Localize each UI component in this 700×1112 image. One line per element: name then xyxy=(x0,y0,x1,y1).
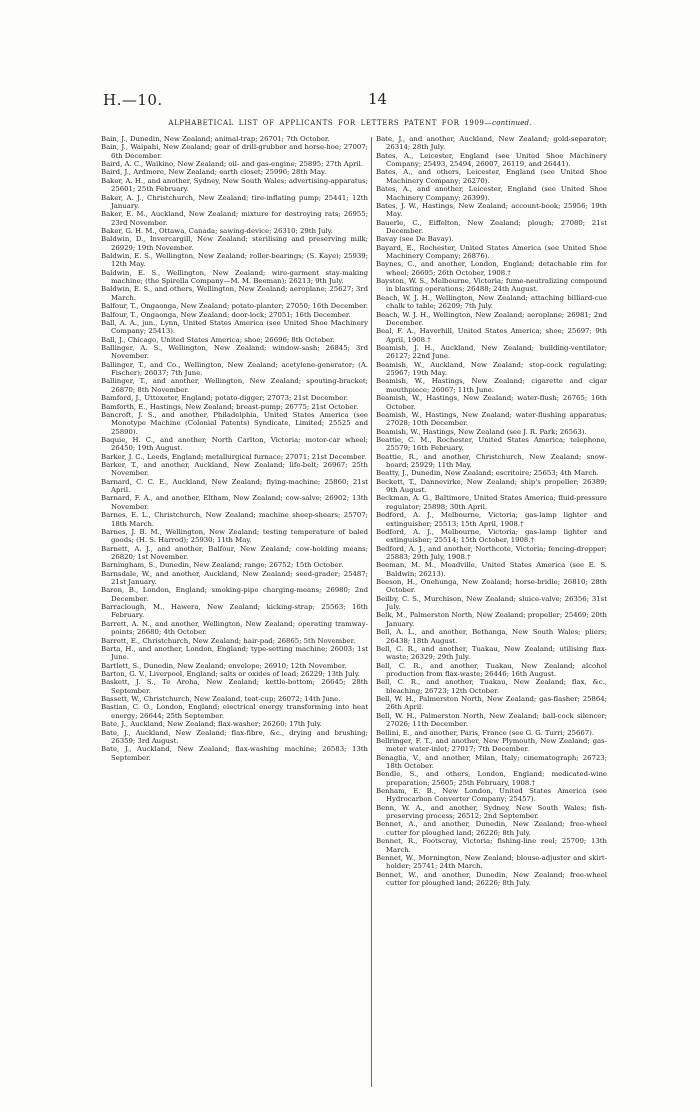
patent-entry: Beamish, W., Hastings, New Zealand (see J. R. Park; 26563). xyxy=(376,427,587,436)
title-text: ALPHABETICAL LIST OF APPLICANTS FOR LETTERS PATENT FOR 1909— xyxy=(168,119,493,127)
patent-entry: Bell, W. H., Palmerston North, New Zealand; ball-cock silencer; 27026; 11th December. xyxy=(376,711,607,729)
patent-entry: Beamish, W., Hastings, New Zealand; water-flushing apparatus; 27028; 10th December. xyxy=(376,410,607,428)
patent-entry: Bennet, W., Mornington, New Zealand; blouse-adjuster and skirt-holder; 25741; 24th March. xyxy=(376,853,607,871)
patent-entry: Ballinger, T., and another, Wellington, New Zealand; spouting-bracket; 26870; 8th November. xyxy=(101,377,368,394)
patent-entry: Baldwin, E. S., Wellington, New Zealand; wire-garment stay-making machine; (the Spirella Company—M. M. Beeman); 26213; 9th July. xyxy=(101,268,368,286)
patent-entry: Beattie, C. M., Rochester, United States America; telephone, 25579; 16th February. xyxy=(376,435,607,453)
patent-entry: Bates, A., and others, Leicester, England (see United Shoe Machinery Company; 26270). xyxy=(376,168,607,185)
column-divider xyxy=(371,137,372,1087)
patent-entry: Baker, E. M., Auckland, New Zealand; mixture for destroying rats; 26955; 23rd November. xyxy=(101,210,368,227)
patent-entry: Bellringer, F. T., and another, New Plymouth, New Zealand; gas-meter water-inlet; 27017; 7th December. xyxy=(376,736,607,754)
patent-entry: Bauerle, C., Eiffelton, New Zealand; plough; 27080; 21st December. xyxy=(376,218,607,235)
patent-entry: Ballinger, A. S., Wellington, New Zealand; window-sash; 26845; 3rd November. xyxy=(101,343,368,361)
patent-entry: Baker, A. H., and another, Sydney, New South Wales; advertising-apparatus; 25601; 25th February. xyxy=(101,176,368,194)
patent-entry: Barrett, E., Christchurch, New Zealand; hair-pad; 26865; 5th November. xyxy=(101,636,356,645)
patent-entry: Baynes, C., and another, London, England; detachable rim for wheel; 26695; 26th October, 1908.† xyxy=(376,260,607,277)
patent-entry: Bennet, A., and another, Dunedin, New Zealand; free-wheel cutter for ploughed land; 26226; 8th July. xyxy=(376,820,607,837)
patent-entry: Baldwin, E. S., and others, Wellington, New Zealand; aeroplane; 25627; 3rd March. xyxy=(101,285,368,302)
patent-entry: Benaglia, V., and another, Milan, Italy; cinematograph; 26723; 18th October. xyxy=(376,753,607,770)
patent-entry: Bassett, W., Christchurch, New Zealand, teat-cup; 26072; 14th June. xyxy=(101,695,341,704)
patent-entry: Beamish, W., Hastings, New Zealand; cigarette and cigar mouthpiece; 26067; 11th June. xyxy=(376,377,607,394)
patent-entry: Barnes, E. L., Christchurch, New Zealand; machine sheep-shears; 25707; 18th March. xyxy=(101,511,368,528)
left-column xyxy=(101,135,368,762)
patent-entry: Beal, F. A., Haverhill, United States America; shoe; 25697; 9th April, 1908.† xyxy=(376,327,607,344)
patent-entry: Beatty, J., Dunedin, New Zealand; escritoire; 25653; 4th March. xyxy=(376,469,599,478)
patent-entry: Benn, W. A., and another, Sydney, New South Wales; fish-preserving process; 26512; 2nd September. xyxy=(376,803,607,821)
patent-entry: Barta, H., and another, London, England; type-setting machine; 26003; 1st June. xyxy=(101,644,368,662)
patent-entry: Baird, A. C., Waikino, New Zealand; oil- and gas-engine; 25895; 27th April. xyxy=(101,160,364,169)
patent-entry: Barker, T., and another, Auckland, New Zealand; life-belt; 26967; 25th November. xyxy=(101,461,368,478)
patent-entry: Bate, J., Auckland, New Zealand; flax-fibre, &c., drying and brushing; 26359; 3rd August. xyxy=(101,728,368,745)
patent-entry: Baldwin, E. S., Wellington, New Zealand; roller-bearings; (S. Kaye); 25939; 12th May. xyxy=(101,252,368,269)
patent-entry: Baker, A. J., Christchurch, New Zealand; tire-inflating pump; 25441; 12th January. xyxy=(101,193,368,210)
patent-entry: Bennet, R., Footscray, Victoria; fishing-line reel; 25700; 13th March. xyxy=(376,837,607,854)
patent-entry: Ball, J., Chicago, United States America; shoe; 26696; 8th October. xyxy=(101,335,335,344)
patent-entry: Bates, J. W., Hastings, New Zealand; account-book; 25956; 19th May. xyxy=(376,201,607,219)
patent-entry: Bell, C. R., and another, Tuakau, New Zealand; utilising flax-waste; 26329; 29th July. xyxy=(376,644,607,662)
document-reference: H.—10. xyxy=(103,91,163,109)
patent-entry: Bell, C. R., and another, Tuakau, New Zealand; alcohol production from flax-waste; 26446; 16th August. xyxy=(376,661,607,678)
patent-entry: Bamford, J., Uttoxeter, England; potato-digger; 27073; 21st December. xyxy=(101,394,349,403)
page-title xyxy=(0,119,700,127)
patent-entry: Baldwin, D., Invercargill, New Zealand; sterilising and preserving milk; 26929; 19th November. xyxy=(101,235,368,252)
patent-entry: Baskett, J. S., Te Aroha, New Zealand; kettle-bottom; 26645; 28th September. xyxy=(101,678,368,695)
patent-entry: Barton, G. V., Liverpool, England; salts or oxides of lead; 26229; 13th July. xyxy=(101,670,360,678)
patent-entry: Bain, J., Dunedin, New Zealand; animal-trap; 26701; 7th October. xyxy=(101,135,330,143)
patent-entry: Bancroft, J. S., and another, Philadelphia, United States America (see Monotype Machine (Colonial Patents) Syndicate, Limited; 25525 and 25890). xyxy=(101,410,368,436)
patent-entry: Ball, A. A., jun., Lynn, United States America (see United Shoe Machinery Company; 25413). xyxy=(101,318,368,336)
patent-entry: Bain, J., Waipahi, New Zealand; gear of drill-grubber and horse-hoe; 27007; 6th December. xyxy=(101,143,368,160)
patent-entry: Beckman, A. G., Baltimore, United States America; fluid-pressure regulator; 25898; 30th April. xyxy=(376,494,607,511)
patent-entry: Barnett, A. J., and another, Balfour, New Zealand; cow-holding means; 26820; 1st November. xyxy=(101,544,368,561)
patent-entry: Bate, J., Auckland, New Zealand; flax-washer; 26260; 17th July. xyxy=(101,720,322,729)
patent-entry: Baquie, H. C., and another, North Carlton, Victoria; motor-car wheel; 26450; 19th August. xyxy=(101,435,368,453)
patent-entry: Benham, E. B., New London, United States America (see Hydrocarbon Converter Company; 25457). xyxy=(376,787,607,804)
patent-entry: Barnes, J. B. M., Wellington, New Zealand; testing temperature of baled goods; (H. S. Harrod); 25930; 11th May. xyxy=(101,527,368,545)
patent-entry: Beamish, W., Hastings, New Zealand; water-flush; 26765; 16th October. xyxy=(376,394,607,411)
patent-entry: Baron, B., London, England; smoking-pipe charging-means; 26980; 2nd December. xyxy=(101,586,368,603)
patent-entry: Bell, C. R., and another, Tuakau, New Zealand; flax, &c., bleaching; 26723; 12th October. xyxy=(376,678,607,695)
patent-entry: Bayard, E., Rochester, United States America (see United Shoe Machinery Company; 26876). xyxy=(376,243,607,261)
patent-entry: Belk, M., Palmerston North, New Zealand; propeller; 25469; 20th January. xyxy=(376,611,607,628)
patent-entry: Barnsdale, W., and another, Auckland, New Zealand; seed-grader; 25487; 21st January. xyxy=(101,569,368,587)
patent-entry: Balfour, T., Ongaonga, New Zealand; door-lock; 27051; 16th December. xyxy=(101,310,351,319)
patent-entry: Bates, A., Leicester, England (see United Shoe Machinery Company; 25493, 25494, 26007, 26119, and 26441). xyxy=(376,151,607,169)
patent-entry: Bate, J., and another, Auckland, New Zealand; gold-separator; 26314; 28th July. xyxy=(376,135,607,152)
patent-entry: Balfour, T., Ongaonga, New Zealand; potato-planter; 27050; 16th December. xyxy=(101,302,368,311)
patent-entry: Beeman, M. M., Meadville, United States America (see E. S. Baldwin; 26213). xyxy=(376,561,607,578)
patent-entry: Bate, J., Auckland, New Zealand; flax-washing machine; 26583; 13th September. xyxy=(101,745,368,762)
patent-entry: Bendle, S., and others, London, England; medicated-wine preparation; 25605; 25th February, 1908.† xyxy=(376,770,607,787)
patent-entry: Beach, W. J. H., Wellington, New Zealand; aeroplane; 26981; 2nd December. xyxy=(376,310,607,327)
page-number: 14 xyxy=(368,90,388,108)
patent-entry: Beamish, J. H., Auckland, New Zealand; building-ventilator; 26127; 22nd June. xyxy=(376,343,607,361)
patent-entry: Barningham, S., Dunedin, New Zealand; range; 26752; 15th October. xyxy=(101,561,344,570)
patent-entry: Bayston, W. S., Melbourne, Victoria; fume-neutralizing compound in blasting operations; 26488; 24th August. xyxy=(376,277,607,294)
patent-entry: Barrett, A. N., and another, Wellington, New Zealand; operating tramway-points; 26680; 4th October. xyxy=(101,619,368,637)
patent-entry: Ballinger, T., and Co., Wellington, New Zealand; acetylene-generator; (A. Fischer); 26037; 7th June. xyxy=(101,360,368,378)
patent-entry: Beamish, W., Auckland, New Zealand; stop-cock regulating; 25967; 19th May. xyxy=(376,360,607,378)
patent-entry: Bedford, A. J., and another, Northcote, Victoria; fencing-dropper; 25883; 29th July, 1908.† xyxy=(376,544,607,561)
right-column xyxy=(376,135,607,887)
patent-entry: Bates, A., and another, Leicester, England (see United Shoe Machinery Company; 26399). xyxy=(376,185,607,202)
patent-entry: Bamforth, E., Hastings, New Zealand; breast-pump; 26775; 21st October. xyxy=(101,402,359,411)
patent-entry: Beckett, T., Dannevirke, New Zealand; ship's propeller; 26389; 9th August. xyxy=(376,477,607,495)
patent-entry: Bedford, A. J., Melbourne, Victoria; gas-lamp lighter and extinguisher; 25514; 15th October, 1908.† xyxy=(376,527,607,545)
patent-entry: Beeson, H., Onehunga, New Zealand; horse-bridle; 26810; 28th October. xyxy=(376,578,607,595)
patent-entry: Baird, J., Ardmore, New Zealand; earth closet; 25996; 28th May. xyxy=(101,168,327,177)
patent-entry: Barnard, F. A., and another, Eltham, New Zealand; cow-salve; 26902; 13th November. xyxy=(101,494,368,511)
patent-entry: Beattie, R., and another, Christchurch, New Zealand; snow-board; 25929; 11th May. xyxy=(376,452,607,470)
patent-entry: Bedford, A. J., Melbourne, Victoria; gas-lamp lighter and extinguisher; 25513; 15th April, 1908.† xyxy=(376,511,607,528)
patent-entry: Bell, W. H., Palmerston North, New Zealand; gas-flasher; 25864; 26th April. xyxy=(376,695,607,712)
patent-entry: Barnard, C. C. E., Auckland, New Zealand; flying-machine; 25860; 21st April. xyxy=(101,477,368,495)
patent-entry: Baker, G. H. M., Ottawa, Canada; sawing-device; 26310; 29th July. xyxy=(101,226,333,235)
title-continued: continued. xyxy=(492,119,532,127)
patent-entry: Bastian, C. O., London, England; electrical energy transforming into heat energy; 26644; 25th September. xyxy=(101,703,368,720)
patent-entry: Barker, J. C., Leeds, England; metallurgical furnace; 27071; 21st December. xyxy=(101,452,367,461)
patent-entry: Barraclough, M., Hawera, New Zealand; kicking-strap; 25563; 16th February. xyxy=(101,603,368,620)
patent-entry: Bellini, E., and another, Paris, France (see G. G. Turri; 25667). xyxy=(376,728,595,737)
patent-entry: Bavay (see De Bavay). xyxy=(376,235,454,244)
patent-entry: Bennet, W., and another, Dunedin, New Zealand; free-wheel cutter for ploughed land; 26226; 8th July. xyxy=(376,870,607,887)
patent-entry: Beach, W. J. H., Wellington, New Zealand; attaching billiard-cue chalk to table; 26209; 7th July. xyxy=(376,293,607,311)
patent-entry: Beilby, C. S., Murchison, New Zealand; sluice-valve; 26356; 31st July. xyxy=(376,594,607,612)
patent-entry: Bartlett, S., Dunedin, New Zealand; envelope; 26910; 12th November. xyxy=(101,661,347,670)
patent-entry: Bell, A. L., and another, Bethanga, New South Wales; pliers; 26438; 18th August. xyxy=(376,628,607,645)
